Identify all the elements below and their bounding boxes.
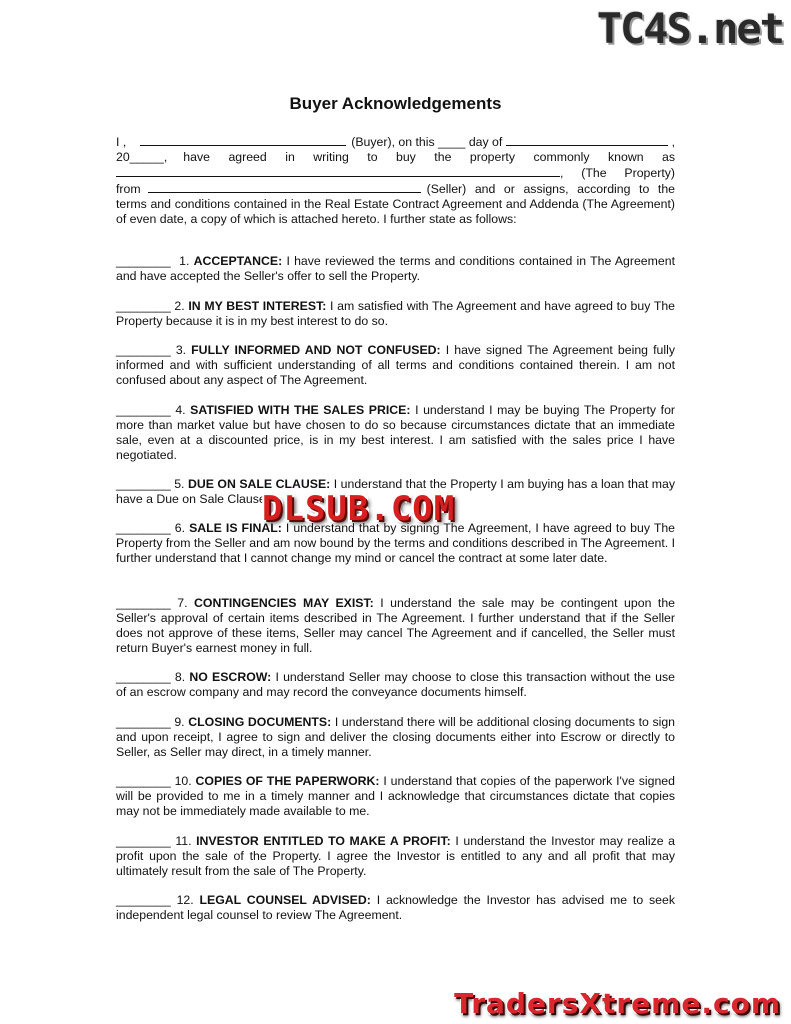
clause-heading: ACCEPTANCE: [193, 254, 283, 268]
initial-blank[interactable]: ________ [116, 254, 171, 268]
tradersxtreme-watermark-logo: TradersXtreme.com [454, 987, 781, 1020]
initial-blank[interactable]: ________ [116, 834, 171, 848]
clause-number: 4. [175, 403, 186, 417]
intro-rest-text: terms and conditions contained in the Real Estate Contract Agreement and Addenda (The Agreement) of even date, a copy of which is attached hereto. I further state as follows: [116, 197, 675, 226]
initial-blank[interactable]: ________ [116, 521, 171, 535]
clause-number: 1. [179, 254, 190, 268]
tc4s-watermark-logo: TC4S.net [596, 4, 783, 53]
intro-from-text: from [116, 182, 141, 196]
clause-heading: NO ESCROW: [189, 670, 272, 684]
buyer-name-blank[interactable] [140, 134, 346, 146]
dlsub-watermark-logo: DLSUB.COM [262, 489, 456, 529]
clause-number: 10. [174, 774, 192, 788]
clause-number: 8. [174, 670, 186, 684]
clause-text: I understand Seller may choose to close this transaction without the use of an escrow company and may record the conveyance documents himself. [116, 670, 675, 699]
clause-number: 9. [174, 715, 185, 729]
intro-line-2 [116, 150, 675, 165]
intro-line-1: I , (Buyer), on this ____ day of , [116, 135, 675, 149]
clause-number: 2. [174, 299, 185, 313]
intro-buyer-text: (Buyer), on this ____ day of [351, 135, 503, 149]
clause-1 [116, 254, 675, 284]
clause-12 [116, 893, 675, 923]
initial-blank[interactable]: ________ [116, 477, 171, 491]
clause-7 [116, 596, 675, 656]
clause-text: I have signed The Agreement being fully informed and with sufficient understanding of all terms and conditions contained therein. I am not confused about any aspect of The Agreement. [116, 343, 675, 387]
clause-text: I have reviewed the terms and conditions contained in The Agreement and have accepted the Seller's offer to sell the Property. [116, 254, 675, 283]
intro-line-3 [116, 165, 675, 181]
clause-10 [116, 774, 675, 819]
clause-number: 12. [176, 893, 194, 907]
clause-text: I acknowledge the Investor has advised me to seek independent legal counsel to review The Agreement. [116, 893, 675, 922]
clause-heading: FULLY INFORMED AND NOT CONFUSED: [191, 343, 441, 357]
clause-heading: CONTINGENCIES MAY EXIST: [194, 596, 374, 610]
clause-number: 5. [174, 477, 185, 491]
initial-blank[interactable]: ________ [116, 893, 171, 907]
intro-seller-text: (Seller) and or assigns, according to the [426, 182, 675, 196]
clause-2 [116, 299, 675, 329]
intro-agreed-text: have agreed in writing to buy the property commonly known as [183, 150, 675, 164]
intro-paragraph [116, 134, 675, 227]
clause-text: I understand there will be additional closing documents to sign and upon receipt, I agree to sign and deliver the closing documents either into Escrow or directly to Seller, as Seller may direct, in a timely manner. [116, 715, 676, 759]
clause-text: I am satisfied with The Agreement and have agreed to buy The Property because it is in my best interest to do so. [116, 299, 676, 328]
clause-text: I understand the Investor may realize a profit upon the sale of the Property. I agree the Investor is entitled to any and all profit that may ultimately result from the sale of The Property. [116, 834, 676, 878]
seller-name-blank[interactable] [148, 181, 421, 193]
clause-9 [116, 715, 675, 760]
clause-text: I understand I may be buying The Property for more than market value but have chosen to do so because circumstances dictate that an immediate sale, even at a discounted price, is in my best interest. I am satisfied with the sales price I have negotiated. [116, 403, 676, 462]
clause-number: 3. [175, 343, 187, 357]
clause-11 [116, 834, 675, 879]
clause-heading: LEGAL COUNSEL ADVISED: [199, 893, 371, 907]
clause-4 [116, 403, 675, 463]
document-title: Buyer Acknowledgements [289, 94, 502, 113]
clause-heading: SATISFIED WITH THE SALES PRICE: [190, 403, 411, 417]
intro-line-4 [116, 181, 675, 197]
clause-8 [116, 670, 675, 700]
initial-blank[interactable]: ________ [116, 403, 171, 417]
initial-blank[interactable]: ________ [116, 774, 171, 788]
clause-heading: INVESTOR ENTITLED TO MAKE A PROFIT: [196, 834, 451, 848]
initial-blank[interactable]: ________ [116, 596, 171, 610]
day-month-blank[interactable] [506, 134, 667, 146]
intro-property-text: , (The Property) [560, 166, 675, 180]
clause-heading: CLOSING DOCUMENTS: [188, 715, 332, 729]
clause-heading: IN MY BEST INTEREST: [188, 299, 327, 313]
clause-text: I understand that copies of the paperwork I've signed will be provided to me in a timely manner and I acknowledge that circumstances dictate that copies may not be immediately made available to me. [116, 774, 675, 818]
intro-year-prefix: 20_____, [116, 150, 168, 164]
clause-heading: COPIES OF THE PAPERWORK: [195, 774, 380, 788]
clause-heading: SALE IS FINAL: [189, 521, 282, 535]
initial-blank[interactable]: ________ [116, 299, 171, 313]
clause-text: I understand that by signing The Agreement, I have agreed to buy The Property from the Seller and am now bound by the terms and conditions described in The Agreement. I further understand that I cannot change my mind or cancel the contract at some later date. [116, 521, 676, 565]
intro-i-prefix: I , [116, 135, 127, 149]
clause-heading: DUE ON SALE CLAUSE: [187, 477, 331, 491]
initial-blank[interactable]: ________ [116, 670, 171, 684]
clause-text: I understand the sale may be contingent upon the Seller's approval of certain items described in The Agreement. I further understand that if the Seller does not approve of these items, Seller may cancel The Agreement and if cancelled, the Seller must return Buyer's earnest money in full. [116, 596, 676, 655]
initial-blank[interactable]: ________ [116, 715, 171, 729]
clause-number: 7. [177, 596, 188, 610]
clause-number: 6. [174, 521, 186, 535]
clause-3 [116, 343, 675, 388]
initial-blank[interactable]: ________ [116, 343, 171, 357]
clause-number: 11. [175, 834, 192, 848]
property-address-blank[interactable] [116, 165, 560, 177]
clause-text: I understand that the Property I am buying has a loan that may have a Due on Sale Clause. [116, 477, 675, 506]
